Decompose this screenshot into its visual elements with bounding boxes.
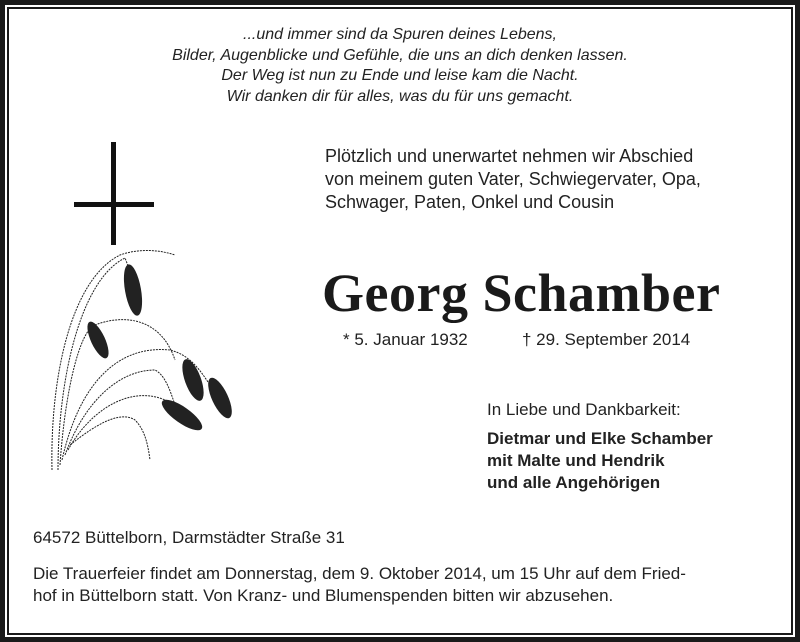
deceased-name: Georg Schamber (322, 263, 721, 323)
cross-icon (74, 142, 154, 245)
ceremony-line: hof in Büttelborn statt. Von Kranz- und Blumenspenden bitten wir abzusehen. (33, 586, 614, 605)
family-names (487, 428, 713, 494)
family-line: und alle Angehörigen (487, 473, 661, 492)
poem-line: Der Weg ist nun zu Ende und leise kam die Nacht. (221, 67, 579, 84)
poem-line: ...und immer sind da Spuren deines Lebens, (243, 26, 557, 43)
intro-line: von meinem guten Vater, Schwiegervater, Opa, (325, 169, 701, 189)
poem-line: Bilder, Augenblicke und Gefühle, die uns an dich denken lassen. (172, 46, 628, 64)
address: 64572 Büttelborn, Darmstädter Straße 31 (33, 528, 345, 547)
intro-text (325, 145, 701, 214)
thanks-line: In Liebe und Dankbarkeit: (487, 400, 681, 419)
cross-and-wheat-illustration (40, 130, 260, 490)
ceremony-info (33, 563, 686, 607)
poem-line: Wir danken dir für alles, was du für uns gemacht. (226, 87, 574, 105)
intro-line: Plötzlich und unerwartet nehmen wir Abschied (325, 146, 694, 166)
family-line: mit Malte und Hendrik (487, 451, 665, 470)
birth-date: * 5. Januar 1932 (343, 330, 468, 349)
poem (0, 25, 800, 107)
death-date: † 29. September 2014 (522, 330, 691, 349)
intro-line: Schwager, Paten, Onkel und Cousin (325, 192, 615, 212)
ceremony-line: Die Trauerfeier findet am Donnerstag, dem 9. Oktober 2014, um 15 Uhr auf dem Fried- (33, 564, 686, 583)
family-line: Dietmar und Elke Schamber (487, 429, 713, 448)
